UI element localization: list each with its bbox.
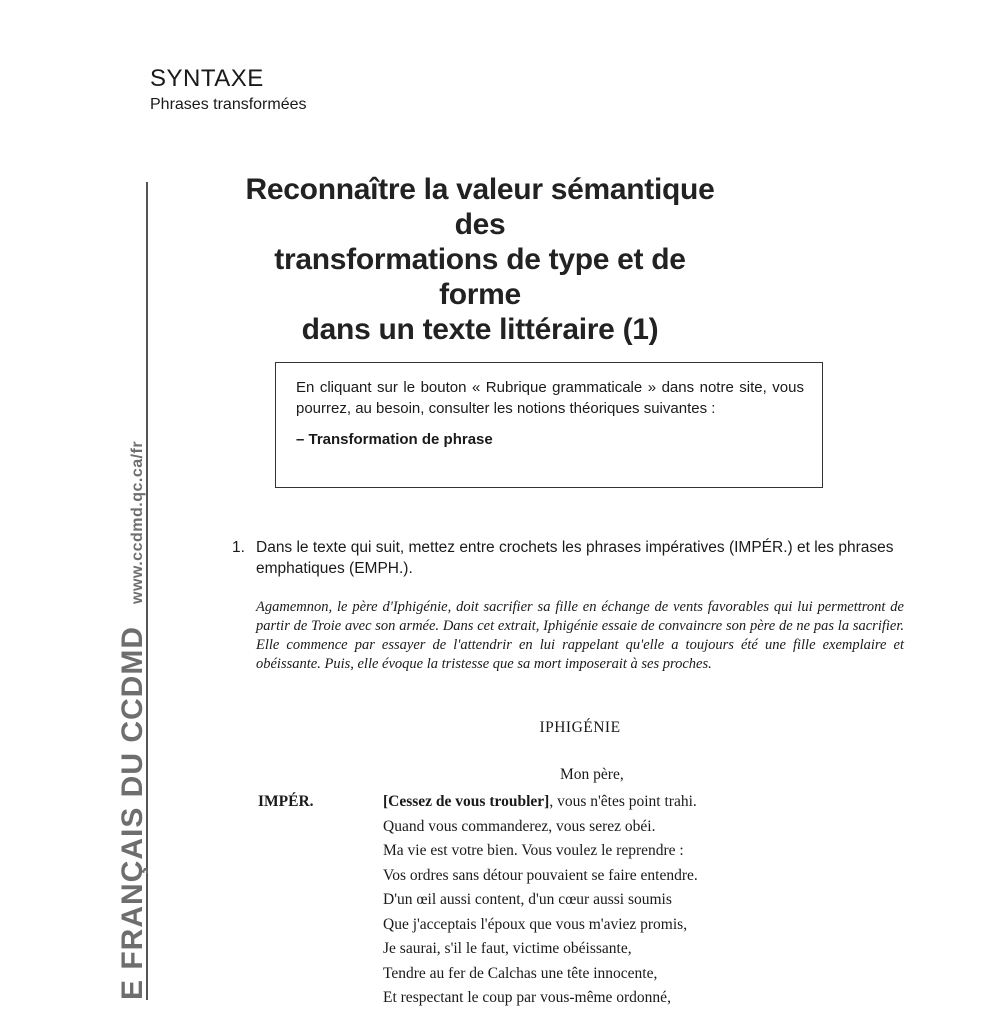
verse-opening: Mon père,: [560, 766, 624, 783]
info-box: [275, 362, 823, 488]
sidebar-url: www.ccdmd.qc.ca/fr: [129, 440, 146, 604]
question-number: 1.: [232, 539, 245, 556]
verse-text: , vous n'êtes point trahi.: [549, 793, 697, 810]
poem-verses: [258, 790, 938, 1011]
intro-paragraph: Agamemnon, le père d'Iphigénie, doit sacrifier sa fille en échange de vents favorables qui lui permettront de partir de Troie avec son armée. Dans cet extrait, Iphigénie essaie de convaincre son père de ne pas la sacrifier. Elle commence par essayer de l'attendrir en lui rappelant qu'elle a toujours été une fille exemplaire et obéissante. Puis, elle évoque la tristesse que sa mort imposerait à ses proches.: [256, 599, 904, 672]
verse-line: [258, 839, 938, 864]
verse-text: D'un œil aussi content, d'un cœur aussi soumis: [383, 891, 672, 908]
title-line: dans un texte littéraire (1): [301, 313, 659, 346]
subsection-title: Phrases transformées: [150, 96, 307, 113]
verse-line: [258, 790, 938, 815]
verse-text: Quand vous commanderez, vous serez obéi.: [383, 817, 656, 835]
verse-text: Que j'acceptais l'époux que vous m'aviez promis,: [383, 915, 688, 933]
verse-text: Et respectant le coup par vous-même ordonné,: [383, 989, 671, 1006]
verse-text: Je saurai, s'il le faut, victime obéissante,: [383, 940, 632, 957]
title-line: transformations de type et de forme: [274, 243, 686, 311]
verse-line: [258, 986, 938, 1011]
sidebar-branding: [116, 441, 150, 1000]
info-item: – Transformation de phrase: [296, 431, 493, 448]
info-text: En cliquant sur le bouton « Rubrique grammaticale » dans notre site, vous pourrez, au besoin, consulter les notions théoriques suivantes :: [296, 379, 804, 417]
page-title: [230, 172, 730, 347]
verse-line: [258, 864, 938, 889]
verse-line: [258, 888, 938, 913]
sidebar-label: E FRANÇAIS DU CCDMD: [116, 626, 149, 1000]
question-text: Dans le texte qui suit, mettez entre crochets les phrases impératives (IMPÉR.) et les phrases emphatiques (EMPH.).: [256, 539, 894, 577]
section-title: SYNTAXE: [150, 65, 264, 92]
verse-line: [258, 815, 938, 840]
speaker-name: IPHIGÉNIE: [539, 719, 621, 736]
verse-text: Ma vie est votre bien. Vous voulez le reprendre :: [383, 842, 684, 859]
verse-tag: IMPÉR.: [258, 793, 314, 810]
verse-line: [258, 937, 938, 962]
verse-line: [258, 962, 938, 987]
bracketed-phrase: [Cessez de vous troubler]: [383, 793, 550, 810]
verse-text: Vos ordres sans détour pouvaient se faire entendre.: [383, 866, 698, 884]
verse-text: Tendre au fer de Calchas une tête innocente,: [383, 964, 658, 982]
page-header: [150, 64, 307, 116]
verse-line: [258, 913, 938, 938]
question: [232, 537, 904, 579]
title-line: Reconnaître la valeur sémantique des: [245, 173, 715, 241]
